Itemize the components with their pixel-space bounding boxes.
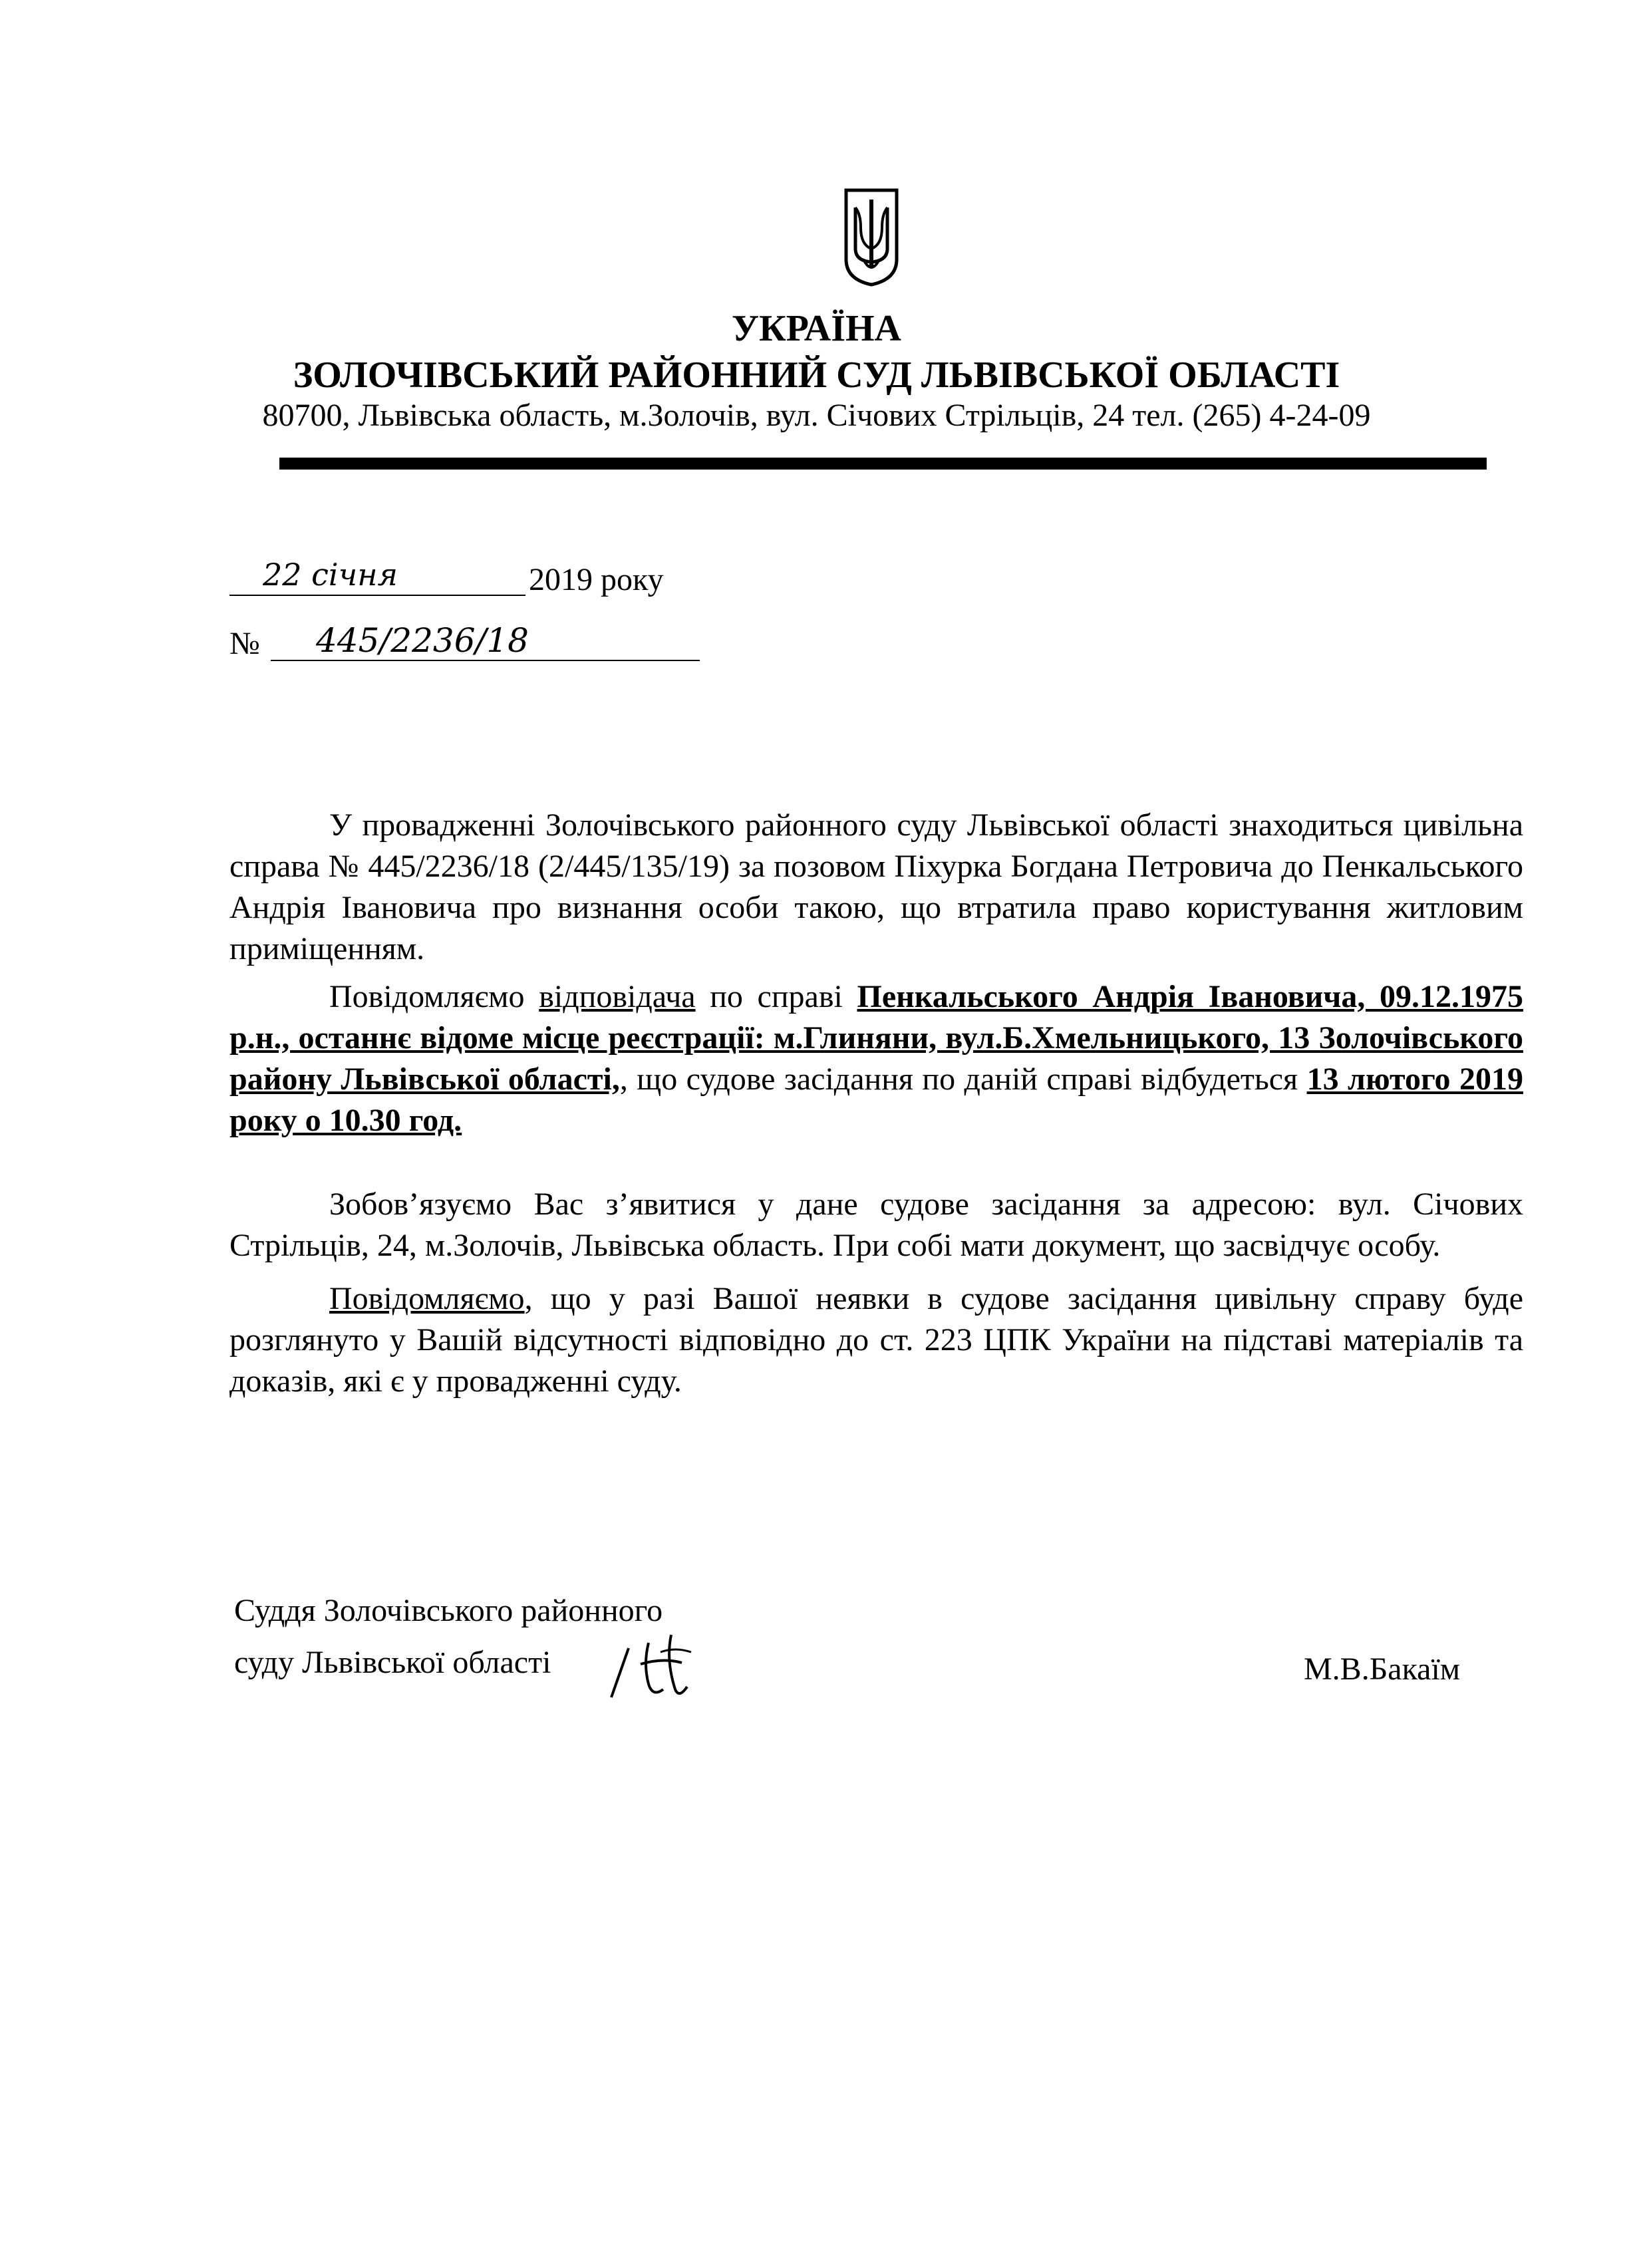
ukraine-trident-emblem-icon xyxy=(843,188,899,287)
handwritten-date xyxy=(249,551,542,597)
header-divider xyxy=(279,458,1487,470)
paragraph-case-info: У провадженні Золочівського районного суду Львівської області знаходиться цивільна справа № 445/2236/18 (2/445/135/19) за позовом Піхурка Богдана Петровича до Пенкальського Андрія Івановича про визнання особи такою, що втратила право користування житловим приміщенням. xyxy=(229,807,1523,966)
paragraph-warning xyxy=(229,1278,1523,1402)
p4-text: , що у разі Вашої неявки в судове засідання цивільну справу буде розглянуто у Вашій відсутності відповідно до ст. 223 ЦПК України на підставі матеріалів та доказів, які є у провадженні суду. xyxy=(229,1281,1523,1399)
p2-text-c: по справі xyxy=(695,979,857,1014)
p2-respondent-label: відповідача xyxy=(539,979,696,1014)
number-line xyxy=(229,621,762,664)
date-underline xyxy=(229,595,525,596)
court-address: 80700, Львівська область, м.Золочів, вул. Січових Стрільців, 24 тел. (265) 4-24-09 xyxy=(262,398,1371,433)
country-title: УКРАЇНА xyxy=(732,308,901,349)
p4-notify-label: Повідомляємо xyxy=(329,1281,525,1316)
p2-respondent-details: Пенкальського Андрія Івановича, 09.12.1975 р.н., останнє відоме місце реєстрації: м.Глиняни, вул.Б.Хмельницького, 13 Золочівського району Львівської області, xyxy=(229,979,1523,1097)
p2-text-a: Повідомляємо xyxy=(329,979,539,1014)
handwritten-signature xyxy=(602,1623,715,1703)
signature-title-line2: суду Львівської області xyxy=(234,1645,551,1680)
date-line xyxy=(229,557,762,600)
number-sign: № xyxy=(229,626,260,661)
court-name: ЗОЛОЧІВСЬКИЙ РАЙОННИЙ СУД ЛЬВІВСЬКОЇ ОБЛАСТІ xyxy=(293,354,1340,396)
judge-name: М.В.Бакаїм xyxy=(1304,1651,1461,1687)
svg-text:22 січня: 22 січня xyxy=(263,557,398,593)
paragraph-summons: Зобов’язуємо Вас з’явитися у дане судове засідання за адресою: вул. Січових Стрільців, 24, м.Золочів, Львівська область. При собі мати документ, що засвідчує особу. xyxy=(229,1187,1523,1263)
svg-text:445/2236/18: 445/2236/18 xyxy=(316,621,529,660)
signature-title-line1: Суддя Золочівського районного xyxy=(234,1593,663,1628)
p2-hearing-datetime: 13 лютого 2019 року о 10.30 год. xyxy=(229,1062,1523,1138)
date-year-text: 2019 року xyxy=(529,562,664,597)
paragraph-notification xyxy=(229,976,1523,1141)
p2-text-e: , що судове засідання по даній справі відбудеться xyxy=(619,1062,1307,1097)
handwritten-case-number xyxy=(289,611,609,677)
